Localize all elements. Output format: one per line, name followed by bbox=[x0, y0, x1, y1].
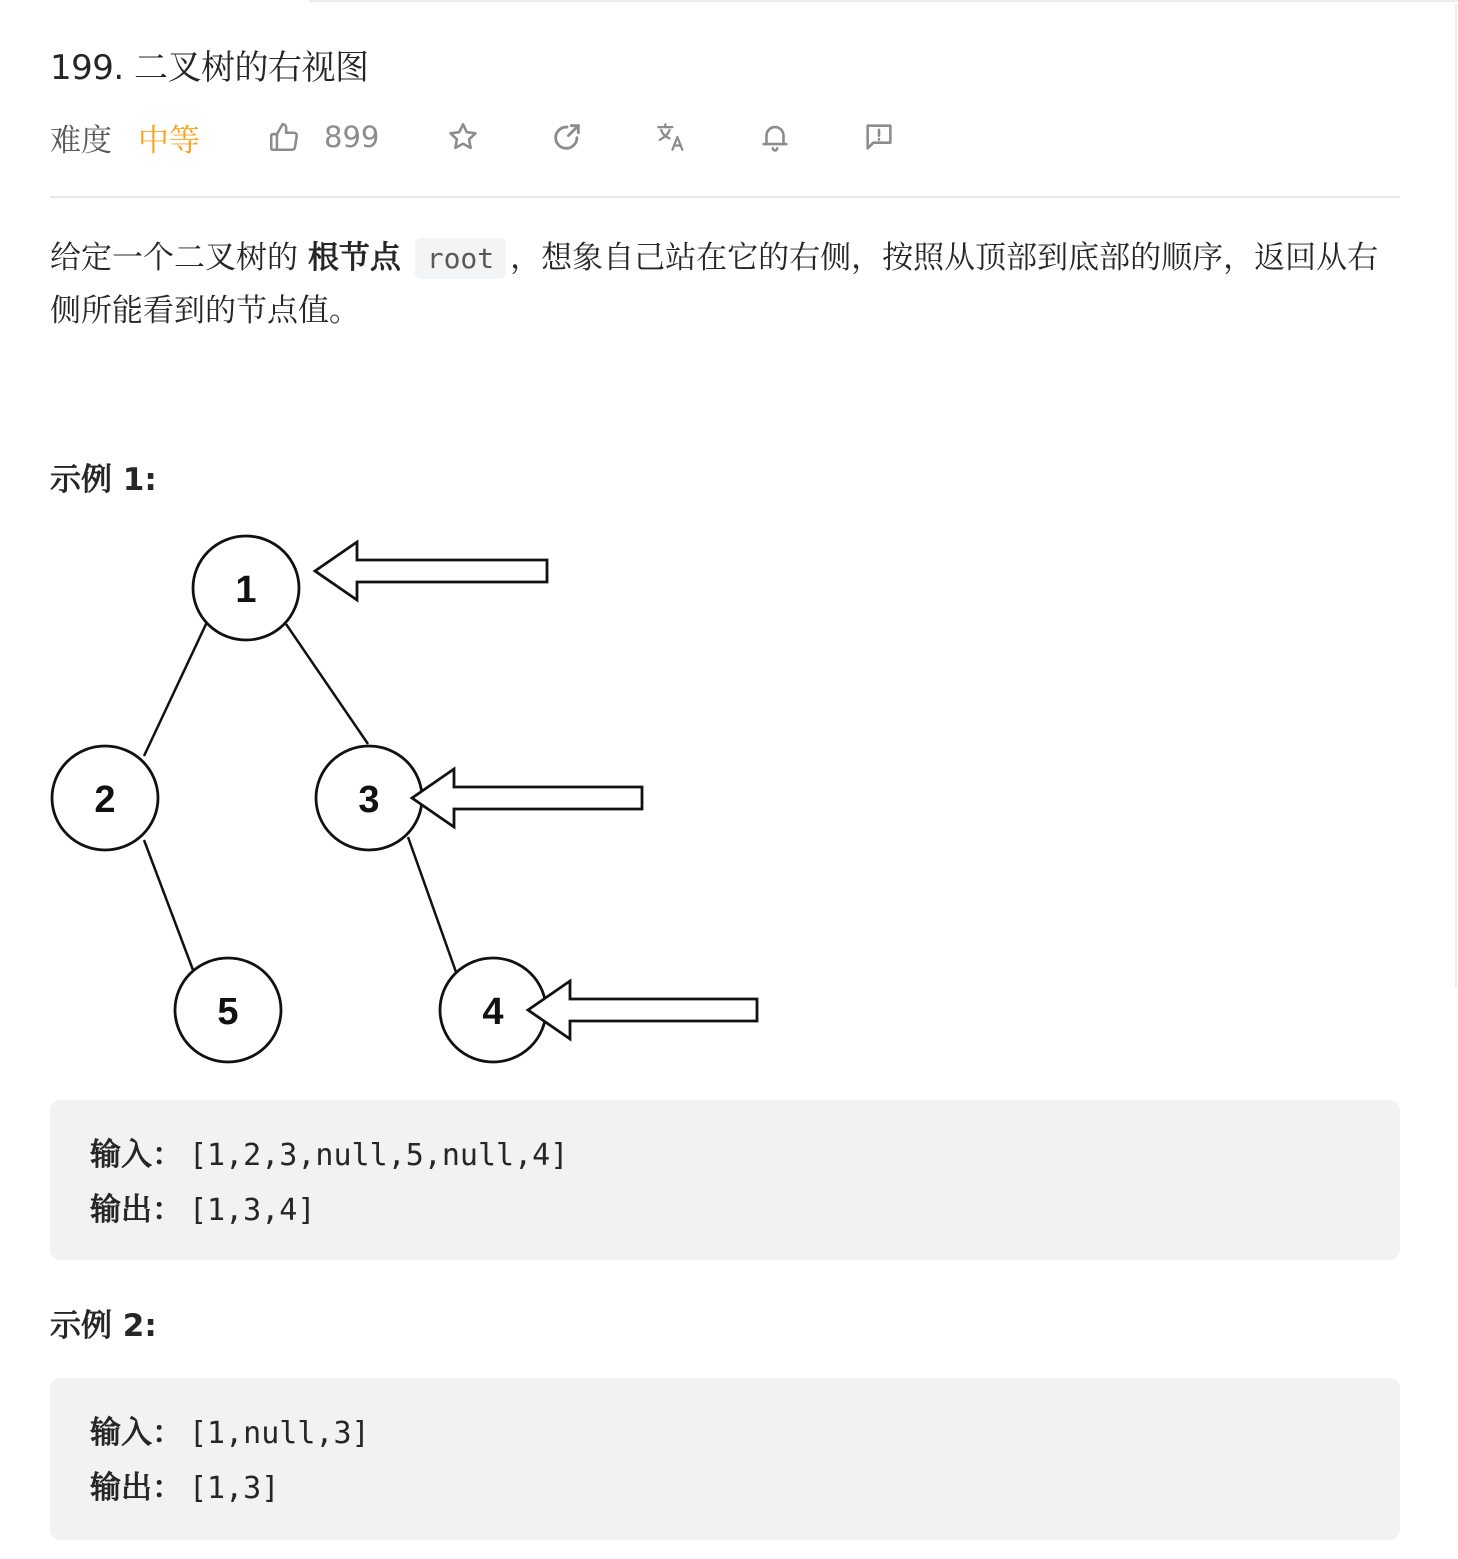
input-value: [1,2,3,null,5,null,4] bbox=[189, 1138, 569, 1173]
problem-meta-bar bbox=[50, 112, 950, 162]
thumbs-up-icon bbox=[264, 117, 304, 157]
scrollbar-track[interactable] bbox=[1455, 4, 1457, 988]
difficulty-badge: 中等 bbox=[138, 122, 200, 159]
statement-bold: 根节点 bbox=[307, 240, 401, 276]
favorite-button[interactable] bbox=[443, 117, 483, 157]
arrow-left-icon bbox=[528, 981, 757, 1039]
svg-text:3: 3 bbox=[358, 779, 380, 821]
example-1-heading: 示例 1: bbox=[50, 462, 157, 498]
bell-icon bbox=[758, 120, 792, 154]
difficulty-label: 难度 bbox=[50, 122, 112, 159]
translate-button[interactable] bbox=[651, 117, 691, 157]
star-icon bbox=[446, 120, 480, 154]
problem-title: 199. 二叉树的右视图 bbox=[50, 48, 369, 88]
svg-text:4: 4 bbox=[482, 991, 504, 1033]
output-value: [1,3] bbox=[189, 1471, 280, 1506]
problem-statement bbox=[50, 232, 1400, 337]
feedback-button[interactable] bbox=[859, 117, 899, 157]
divider bbox=[50, 196, 1400, 198]
notification-button[interactable] bbox=[755, 117, 795, 157]
translate-icon bbox=[654, 120, 688, 154]
output-label: 输出： bbox=[90, 1470, 183, 1506]
output-value: [1,3,4] bbox=[189, 1193, 316, 1228]
feedback-icon bbox=[862, 120, 896, 154]
statement-text: 给定一个二叉树的 bbox=[50, 240, 308, 276]
input-value: [1,null,3] bbox=[189, 1416, 370, 1451]
tree-edge bbox=[408, 837, 456, 972]
output-label: 输出： bbox=[90, 1192, 183, 1228]
top-border bbox=[309, 0, 1458, 2]
example-1-block bbox=[50, 1100, 1400, 1260]
arrow-left-icon bbox=[315, 542, 547, 600]
binary-tree-diagram bbox=[50, 530, 770, 1070]
share-button[interactable] bbox=[547, 117, 587, 157]
example-1-output bbox=[90, 1183, 1360, 1238]
inline-code: root bbox=[415, 238, 506, 279]
svg-text:2: 2 bbox=[94, 779, 116, 821]
input-label: 输入： bbox=[90, 1137, 183, 1173]
example-2-output bbox=[90, 1461, 1360, 1516]
tree-edge bbox=[286, 624, 368, 744]
example-2-block bbox=[50, 1378, 1400, 1540]
like-button[interactable] bbox=[264, 117, 379, 157]
statement-text: ，想象自己站在它的右侧，按照从顶部到底部的顺序，返回从右侧所能看到的节点值。 bbox=[50, 240, 1379, 329]
example-2-heading: 示例 2: bbox=[50, 1308, 157, 1344]
example-2-input bbox=[90, 1406, 1360, 1461]
like-count: 899 bbox=[324, 120, 380, 154]
tree-edge bbox=[144, 840, 193, 970]
input-label: 输入： bbox=[90, 1415, 183, 1451]
arrow-left-icon bbox=[412, 769, 642, 827]
share-icon bbox=[550, 120, 584, 154]
svg-text:5: 5 bbox=[217, 991, 239, 1033]
tree-edge bbox=[144, 622, 207, 756]
example-1-input bbox=[90, 1128, 1360, 1183]
svg-text:1: 1 bbox=[235, 569, 257, 611]
